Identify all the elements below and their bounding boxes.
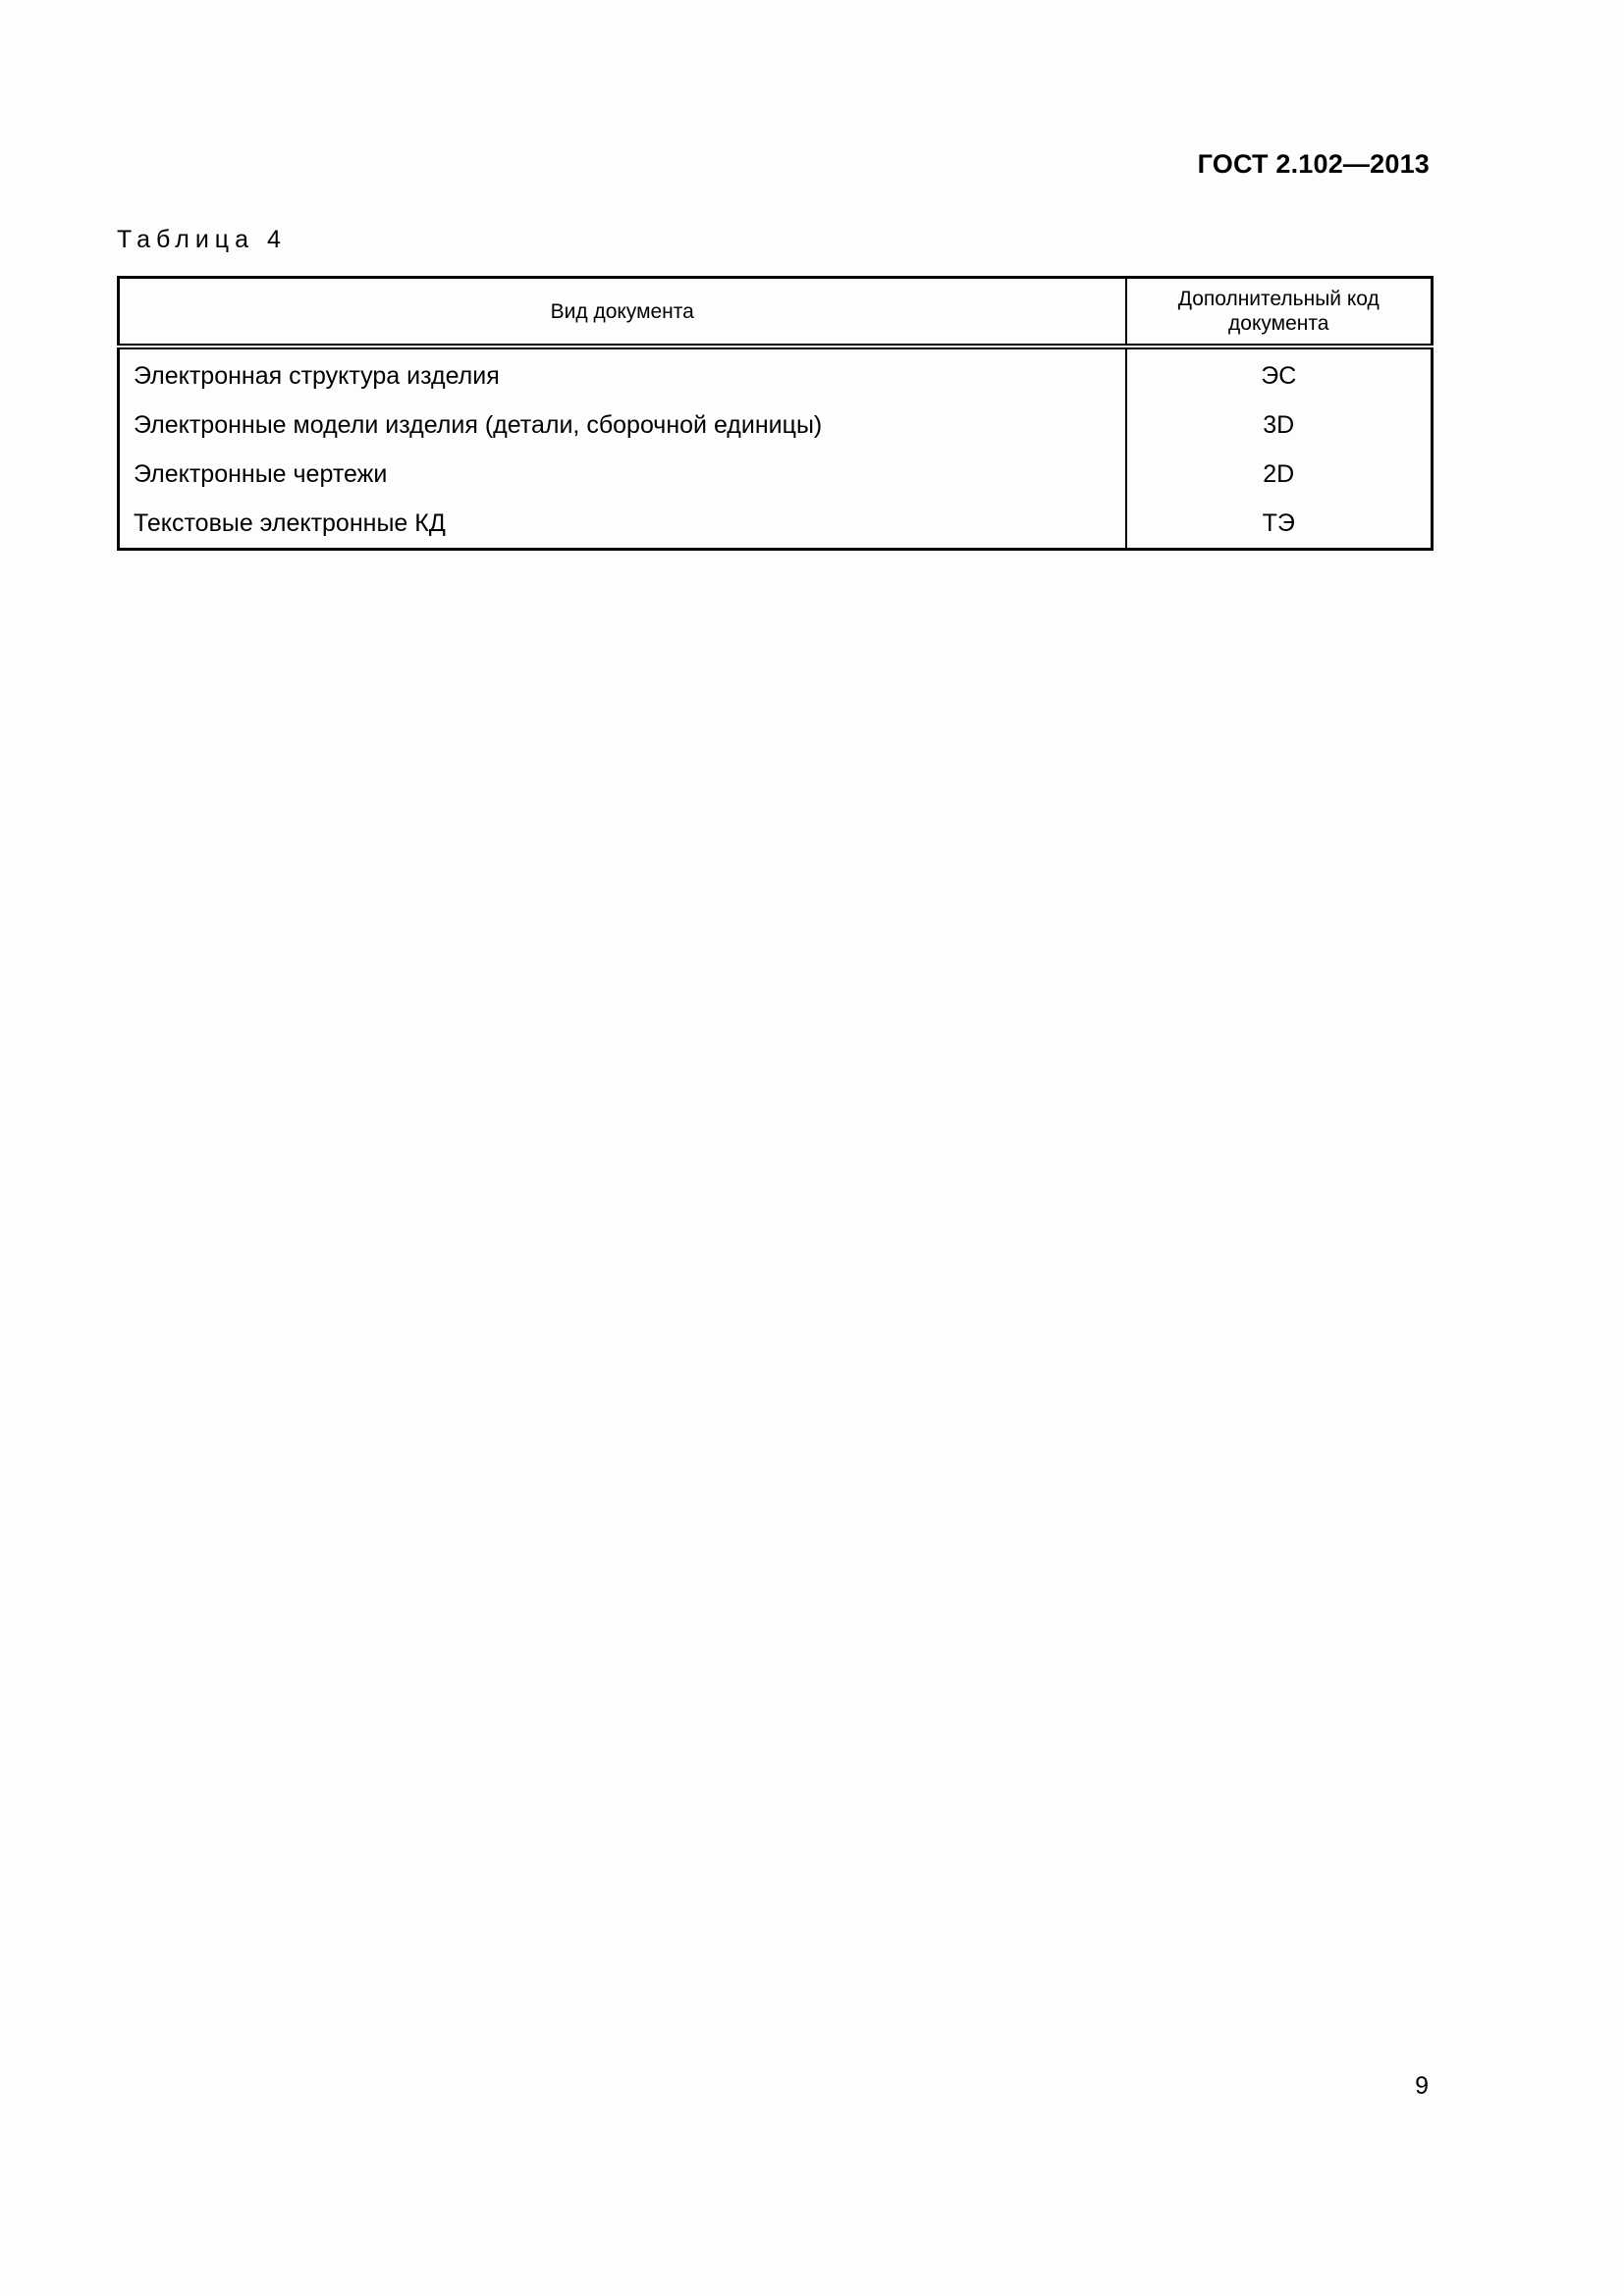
table-row — [119, 347, 1433, 400]
document-types-table — [117, 276, 1434, 551]
column-header-additional-code: Дополнительный код документа — [1126, 278, 1433, 347]
table-caption: Таблица 4 — [117, 226, 287, 253]
document-code: ГОСТ 2.102—2013 — [1197, 149, 1430, 179]
document-code-cell: ТЭ — [1262, 508, 1295, 537]
document-type-cell: Электронные чертежи — [119, 450, 1126, 499]
document-code-cell: ЭС — [1261, 361, 1297, 390]
table-header-row — [119, 278, 1433, 347]
document-code-cell: 2D — [1263, 459, 1295, 488]
table-row — [119, 499, 1433, 550]
table-row — [119, 400, 1433, 450]
document-code-cell: 3D — [1263, 410, 1295, 439]
document-type-cell: Электронная структура изделия — [119, 347, 1126, 400]
document-type-cell: Текстовые электронные КД — [119, 499, 1126, 550]
table-row — [119, 450, 1433, 499]
document-type-cell: Электронные модели изделия (детали, сборочной единицы) — [119, 400, 1126, 450]
page-number: 9 — [1415, 2072, 1429, 2100]
column-header-document-type: Вид документа — [119, 278, 1126, 347]
